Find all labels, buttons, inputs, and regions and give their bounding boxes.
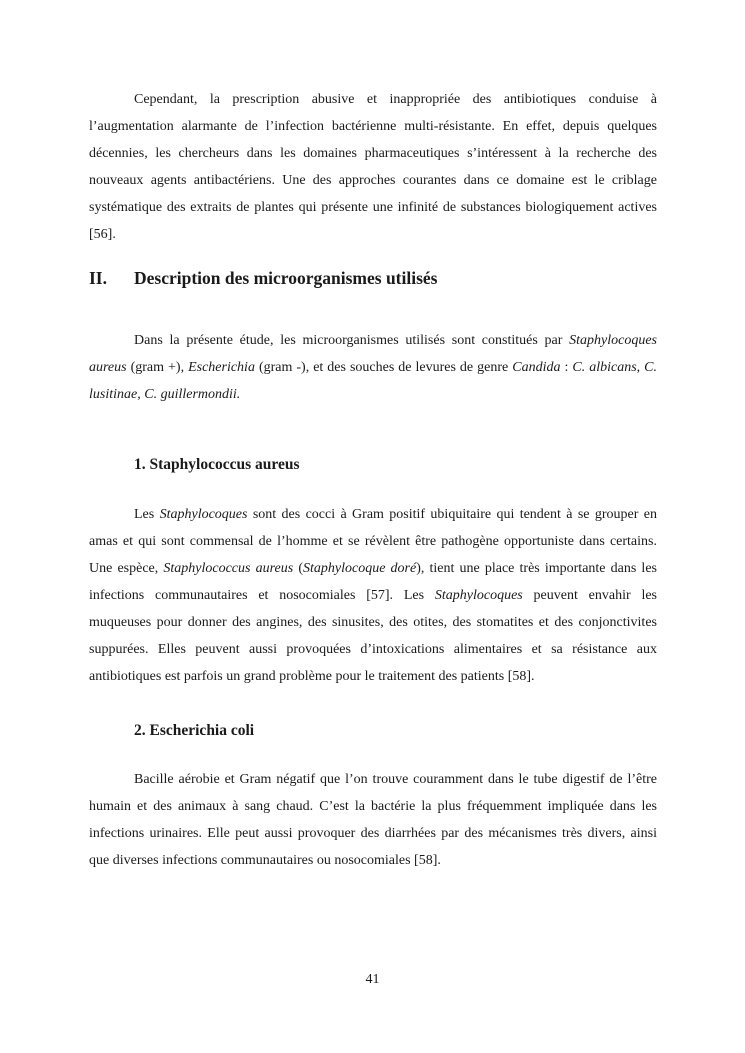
intro-paragraph: Cependant, la prescription abusive et inappropriée des antibiotiques conduise à l’augmentation alarmante de l’infection bactérienne multi-résistante. En effet, depuis quelques décennies, les chercheurs dans les domaines pharmaceutiques s’intéressent à la recherche des nouveaux agents antibactériens. Une des approches courantes dans ce domaine est le criblage systématique des extraits de plantes qui présente une infinité de substances biologiquement actives [56]. <box>89 92 657 242</box>
section-title: Description des microorganismes utilisés <box>134 268 438 288</box>
page-number: 41 <box>365 972 380 987</box>
section-number: II. <box>89 268 107 288</box>
study-paragraph: Dans la présente étude, les microorganismes utilisés sont constitués par Staphylocoques aureus (gram +), Escherichia (gram -), et des souches de levures de genre Candida : C. albicans, C. lusitinae, C. guillermondii. <box>89 333 657 402</box>
subheading-staphylococcus: 1. Staphylococcus aureus <box>134 456 300 473</box>
staphylococcus-paragraph: Les Staphylocoques sont des cocci à Gram positif ubiquitaire qui tendent à se grouper en amas et qui sont commensal de l’homme et se révèlent être pathogène opportuniste dans certains. Une espèce, Staphylococcus aureus (Staphylocoque doré), tient une place très importante dans les infections communautaires et nosocomiales [57]. Les Staphylocoques peuvent envahir les muqueuses pour donner des angines, des sinusites, des otites, des stomatites et des conjonctivites suppurées. Elles peuvent aussi provoquées d’intoxications alimentaires et sa résistance aux antibiotiques est parfois un grand problème pour le traitement des patients [58]. <box>89 507 658 684</box>
section-heading <box>89 268 437 289</box>
subheading-escherichia: 2. Escherichia coli <box>134 722 255 739</box>
escherichia-paragraph: Bacille aérobie et Gram négatif que l’on trouve couramment dans le tube digestif de l’être humain et des animaux à sang chaud. C’est la bactérie la plus fréquemment impliquée dans les infections urinaires. Elle peut aussi provoquer des diarrhées par des mécanismes très divers, ainsi que diverses infections communautaires ou nosocomiales [58]. <box>89 772 657 868</box>
